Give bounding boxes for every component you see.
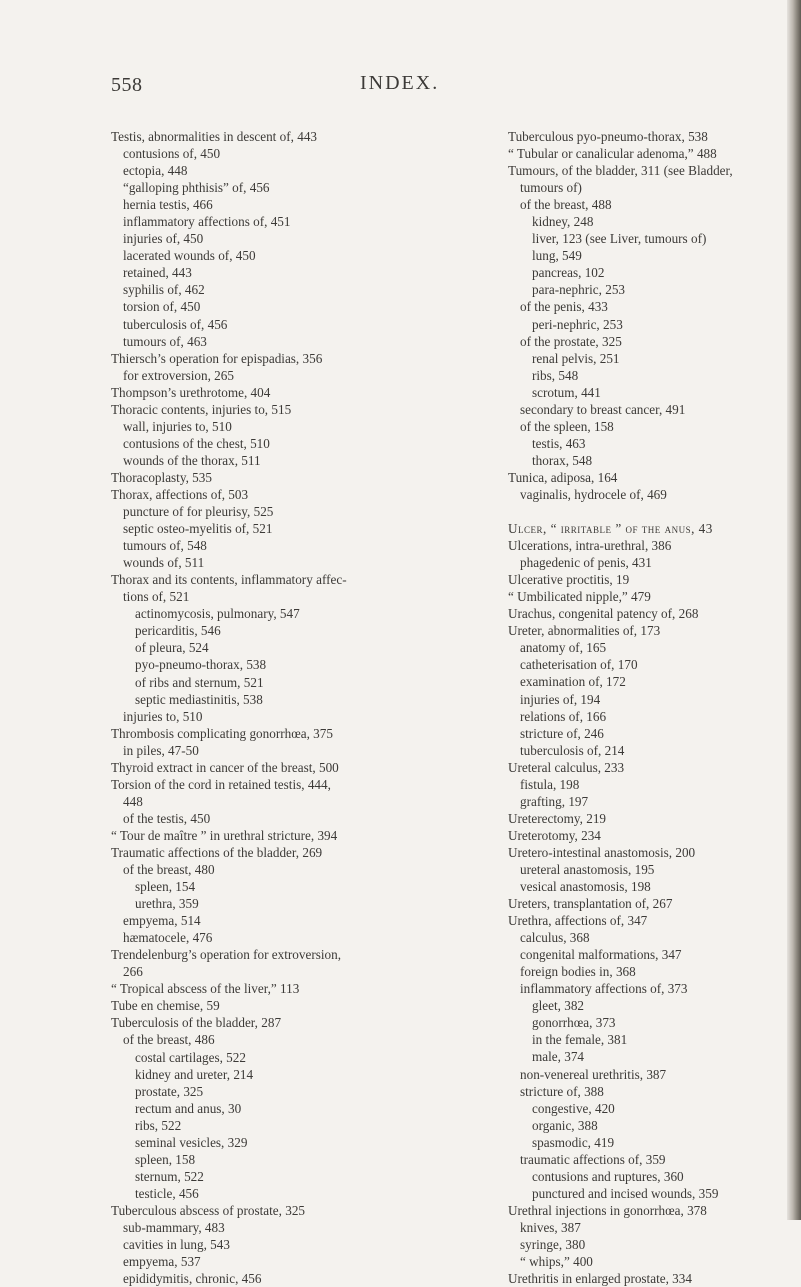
index-entry: of ribs and sternum, 521 — [135, 674, 264, 690]
index-entry: Urethritis in enlarged prostate, 334 — [508, 1271, 692, 1287]
index-entry: torsion of, 450 — [123, 299, 201, 315]
index-entry: retained, 443 — [123, 265, 192, 281]
index-entry: hæmatocele, 476 — [123, 930, 213, 946]
index-entry: tuberculosis of, 214 — [520, 742, 625, 758]
index-entry: empyema, 537 — [123, 1254, 201, 1270]
page-header: INDEX. — [360, 72, 440, 94]
index-entry: knives, 387 — [520, 1219, 581, 1235]
index-entry: vaginalis, hydrocele of, 469 — [520, 486, 667, 502]
index-entry: renal pelvis, 251 — [532, 350, 620, 366]
index-entry: Tuberculous abscess of prostate, 325 — [111, 1202, 306, 1218]
index-entry: non-venereal urethritis, 387 — [520, 1066, 667, 1082]
index-entry: tuberculosis of, 456 — [123, 316, 228, 332]
index-column-left — [111, 128, 491, 1287]
index-entry: hernia testis, 466 — [123, 197, 213, 213]
index-spacer — [508, 503, 784, 520]
index-entry: examination of, 172 — [520, 674, 626, 690]
index-entry: Thorax, affections of, 503 — [111, 486, 249, 502]
index-entry: Ureteral calculus, 233 — [508, 759, 625, 775]
index-entry: tumours of, 463 — [123, 333, 207, 349]
index-entry: empyema, 514 — [123, 913, 201, 929]
index-entry: Trendelenburg’s operation for extroversion, — [111, 947, 342, 963]
index-entry: para-nephric, 253 — [532, 282, 626, 298]
index-entry: lung, 549 — [532, 248, 582, 264]
index-entry: Torsion of the cord in retained testis, 444, — [111, 776, 331, 792]
index-entry: of the breast, 488 — [520, 197, 612, 213]
index-entry: tumours of, 548 — [123, 538, 207, 554]
index-entry: prostate, 325 — [135, 1083, 204, 1099]
index-entry: ureteral anastomosis, 195 — [520, 861, 655, 877]
index-entry: “ Tour de maître ” in urethral stricture, 394 — [111, 827, 338, 843]
index-entry: of the spleen, 158 — [520, 418, 614, 434]
index-entry: ectopia, 448 — [123, 163, 188, 179]
index-entry: fistula, 198 — [520, 776, 580, 792]
index-entry: tions of, 521 — [123, 589, 190, 605]
index-entry: of the breast, 486 — [123, 1032, 215, 1048]
index-entry: lacerated wounds of, 450 — [123, 248, 256, 264]
index-entry: kidney and ureter, 214 — [135, 1066, 254, 1082]
index-entry: relations of, 166 — [520, 708, 607, 724]
index-entry: male, 374 — [532, 1049, 585, 1065]
index-entry: phagedenic of penis, 431 — [520, 555, 652, 571]
index-entry: of the testis, 450 — [123, 810, 211, 826]
index-entry: Tunica, adiposa, 164 — [508, 469, 618, 485]
index-entry: syphilis of, 462 — [123, 282, 205, 298]
index-entry: Thiersch’s operation for epispadias, 356 — [111, 350, 323, 366]
index-entry: of the prostate, 325 — [520, 333, 622, 349]
index-entry: Traumatic affections of the bladder, 269 — [111, 844, 323, 860]
index-entry: scrotum, 441 — [532, 384, 601, 400]
index-entry: congestive, 420 — [532, 1100, 615, 1116]
index-entry: organic, 388 — [532, 1117, 598, 1133]
index-entry: stricture of, 388 — [520, 1083, 604, 1099]
index-entry: Uretero-intestinal anastomosis, 200 — [508, 844, 696, 860]
index-entry: thorax, 548 — [532, 452, 593, 468]
index-entry: 448 — [123, 793, 143, 809]
index-entry: Tumours, of the bladder, 311 (see Bladder, — [508, 163, 733, 179]
index-entry: of pleura, 524 — [135, 640, 209, 656]
index-entry: sub-mammary, 483 — [123, 1220, 225, 1235]
index-entry: Thorax and its contents, inflammatory affec- — [111, 572, 347, 588]
index-entry: of the penis, 433 — [520, 299, 608, 315]
index-entry: ribs, 522 — [135, 1117, 182, 1133]
index-column-right — [508, 128, 784, 1287]
index-entry: testicle, 456 — [135, 1185, 199, 1201]
index-entry: injuries of, 194 — [520, 691, 601, 707]
index-entry: secondary to breast cancer, 491 — [520, 401, 686, 417]
index-entry: Testis, abnormalities in descent of, 443 — [111, 129, 318, 144]
index-entry: seminal vesicles, 329 — [135, 1134, 248, 1150]
index-entry: spleen, 154 — [135, 879, 196, 895]
index-entry: in piles, 47-50 — [123, 742, 199, 758]
index-entry: actinomycosis, pulmonary, 547 — [135, 606, 300, 622]
page-number: 558 — [111, 74, 143, 96]
index-entry: “ Tubular or canalicular adenoma,” 488 — [508, 146, 717, 162]
index-entry: Urethra, affections of, 347 — [508, 913, 648, 929]
index-entry: Ulcerations, intra-urethral, 386 — [508, 538, 672, 554]
index-entry: Tuberculosis of the bladder, 287 — [111, 1015, 282, 1031]
index-entry: traumatic affections of, 359 — [520, 1151, 666, 1167]
index-entry: injuries to, 510 — [123, 708, 203, 724]
index-entry: of the breast, 480 — [123, 862, 215, 878]
index-entry: Urachus, congenital patency of, 268 — [508, 606, 699, 622]
index-entry: inflammatory affections of, 451 — [123, 214, 291, 230]
index-entry: spasmodic, 419 — [532, 1134, 615, 1150]
index-entry: Ureterotomy, 234 — [508, 827, 601, 843]
index-entry: syringe, 380 — [520, 1237, 586, 1252]
index-entry: stricture of, 246 — [520, 725, 604, 741]
index-entry: pyo-pneumo-thorax, 538 — [135, 657, 267, 673]
index-entry: wounds of, 511 — [123, 555, 205, 571]
index-entry: liver, 123 (see Liver, tumours of) — [532, 231, 707, 247]
index-entry: septic mediastinitis, 538 — [135, 691, 263, 707]
index-entry: contusions of, 450 — [123, 146, 221, 162]
index-entry: catheterisation of, 170 — [520, 657, 638, 673]
index-entry: punctured and incised wounds, 359 — [532, 1185, 719, 1201]
index-entry: Thrombosis complicating gonorrhœa, 375 — [111, 725, 333, 741]
index-entry: in the female, 381 — [532, 1032, 628, 1048]
index-entry: foreign bodies in, 368 — [520, 964, 636, 980]
index-entry: “ whips,” 400 — [520, 1254, 593, 1270]
index-entry: “ Tropical abscess of the liver,” 113 — [111, 981, 300, 997]
index-entry: Urethral injections in gonorrhœa, 378 — [508, 1202, 707, 1218]
index-entry: anatomy of, 165 — [520, 640, 607, 656]
index-entry: Ulcerative proctitis, 19 — [508, 572, 630, 588]
index-entry: cavities in lung, 543 — [123, 1237, 230, 1253]
index-entry: ribs, 548 — [532, 367, 579, 383]
page-edge-shadow — [787, 0, 801, 1220]
index-entry: Thompson’s urethrotome, 404 — [111, 384, 271, 400]
index-entry: urethra, 359 — [135, 896, 199, 912]
index-entry: tumours of) — [520, 180, 582, 196]
index-entry: epididymitis, chronic, 456 — [123, 1271, 262, 1287]
index-entry: spleen, 158 — [135, 1151, 196, 1167]
index-entry: peri-nephric, 253 — [532, 316, 623, 332]
index-entry: Thyroid extract in cancer of the breast, 500 — [111, 759, 339, 775]
index-entry: congenital malformations, 347 — [520, 947, 682, 963]
index-entry: kidney, 248 — [532, 214, 594, 230]
index-entry: calculus, 368 — [520, 930, 590, 946]
index-entry: “galloping phthisis” of, 456 — [123, 180, 270, 196]
index-entry: gleet, 382 — [532, 998, 585, 1014]
index-entry: “ Umbilicated nipple,” 479 — [508, 589, 651, 605]
index-entry: Ureterectomy, 219 — [508, 810, 607, 826]
index-entry: injuries of, 450 — [123, 231, 204, 247]
index-entry: 266 — [123, 964, 143, 980]
index-entry: Ureter, abnormalities of, 173 — [508, 623, 661, 639]
index-entry: Thoracic contents, injuries to, 515 — [111, 401, 292, 417]
index-entry: contusions of the chest, 510 — [123, 435, 270, 451]
index-entry: inflammatory affections of, 373 — [520, 981, 688, 997]
index-entry: Tube en chemise, 59 — [111, 998, 220, 1014]
index-entry: gonorrhœa, 373 — [532, 1015, 616, 1031]
index-entry: Thoracoplasty, 535 — [111, 469, 212, 485]
index-entry: vesical anastomosis, 198 — [520, 879, 651, 895]
index-entry: rectum and anus, 30 — [135, 1100, 242, 1116]
index-entry: grafting, 197 — [520, 793, 589, 809]
index-entry: puncture of for pleurisy, 525 — [123, 504, 274, 520]
index-entry: septic osteo-myelitis of, 521 — [123, 521, 273, 537]
index-entry: Ureters, transplantation of, 267 — [508, 896, 673, 912]
index-entry: costal cartilages, 522 — [135, 1049, 246, 1065]
index-entry: testis, 463 — [532, 435, 586, 451]
index-entry: wounds of the thorax, 511 — [123, 452, 261, 468]
index-entry: sternum, 522 — [135, 1168, 204, 1184]
index-entry: Tuberculous pyo-pneumo-thorax, 538 — [508, 129, 708, 144]
index-entry: pancreas, 102 — [532, 265, 605, 281]
index-entry: wall, injuries to, 510 — [123, 418, 232, 434]
index-entry: pericarditis, 546 — [135, 623, 221, 639]
index-entry: Ulcer, “ irritable ” of the anus, 43 — [508, 521, 713, 537]
index-entry: for extroversion, 265 — [123, 367, 234, 383]
index-entry: contusions and ruptures, 360 — [532, 1168, 684, 1184]
